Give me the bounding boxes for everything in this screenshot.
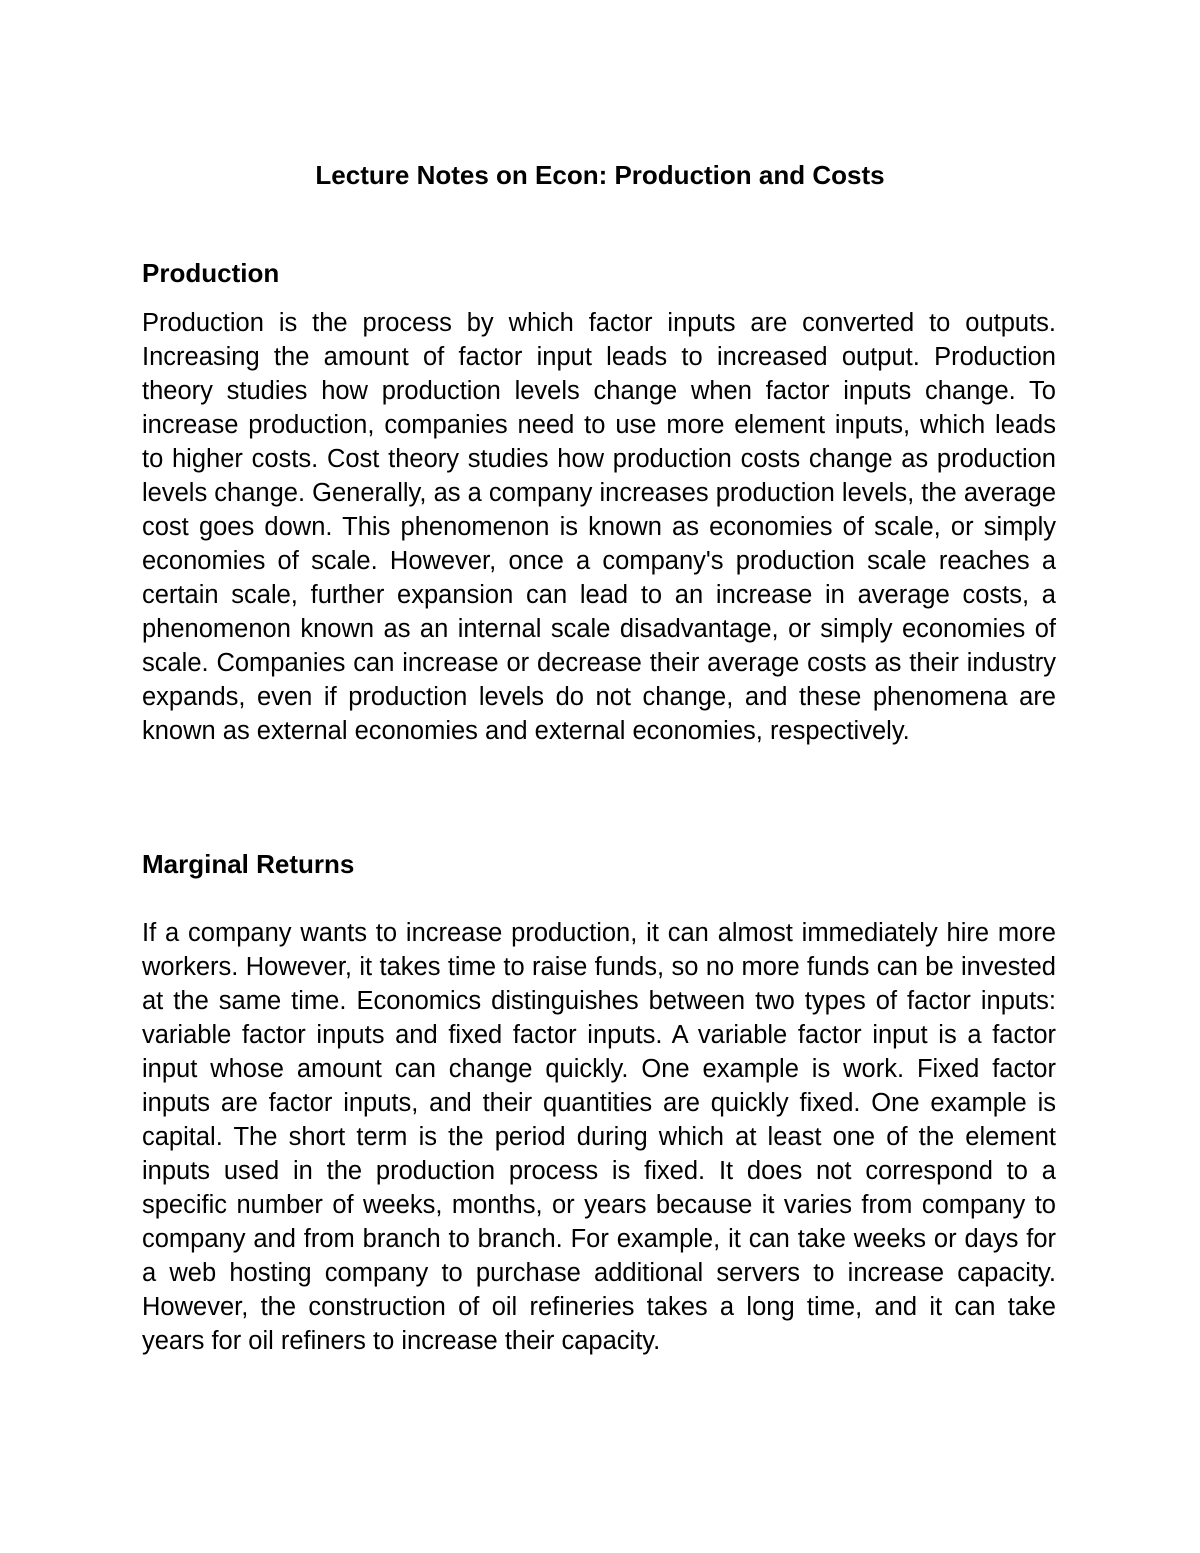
document-title: Lecture Notes on Econ: Production and Costs bbox=[315, 160, 885, 190]
section-heading-production: Production bbox=[142, 258, 280, 288]
section-body-marginal-returns: If a company wants to increase production, it can almost immediately hire more workers. However, it takes time to raise funds, so no more funds can be invested at the same time. Economics distinguishes between two types of factor inputs: variable factor inputs and fixed factor inputs. A variable factor input is a factor input whose amount can change quickly. One example is work. Fixed factor inputs are factor inputs, and their quantities are quickly fixed. One example is capital. The short term is the period during which at least one of the element inputs used in the production process is fixed. It does not correspond to a specific number of weeks, months, or years because it varies from company to company and from branch to branch. For example, it can take weeks or days for a web hosting company to purchase additional servers to increase capacity. However, the construction of oil refineries takes a long time, and it can take years for oil refiners to increase their capacity. bbox=[142, 919, 1056, 1355]
section-heading-marginal-returns: Marginal Returns bbox=[142, 849, 355, 879]
section-body-production: Production is the process by which factor inputs are converted to outputs. Increasing the amount of factor input leads to increased output. Production theory studies how production levels change when factor inputs change. To increase production, companies need to use more element inputs, which leads to higher costs. Cost theory studies how production costs change as production levels change. Generally, as a company increases production levels, the average cost goes down. This phenomenon is known as economies of scale, or simply economies of scale. However, once a company's production scale reaches a certain scale, further expansion can lead to an increase in average costs, a phenomenon known as an internal scale disadvantage, or simply economies of scale. Companies can increase or decrease their average costs as their industry expands, even if production levels do not change, and these phenomena are known as external economies and external economies, respectively. bbox=[142, 309, 1056, 745]
